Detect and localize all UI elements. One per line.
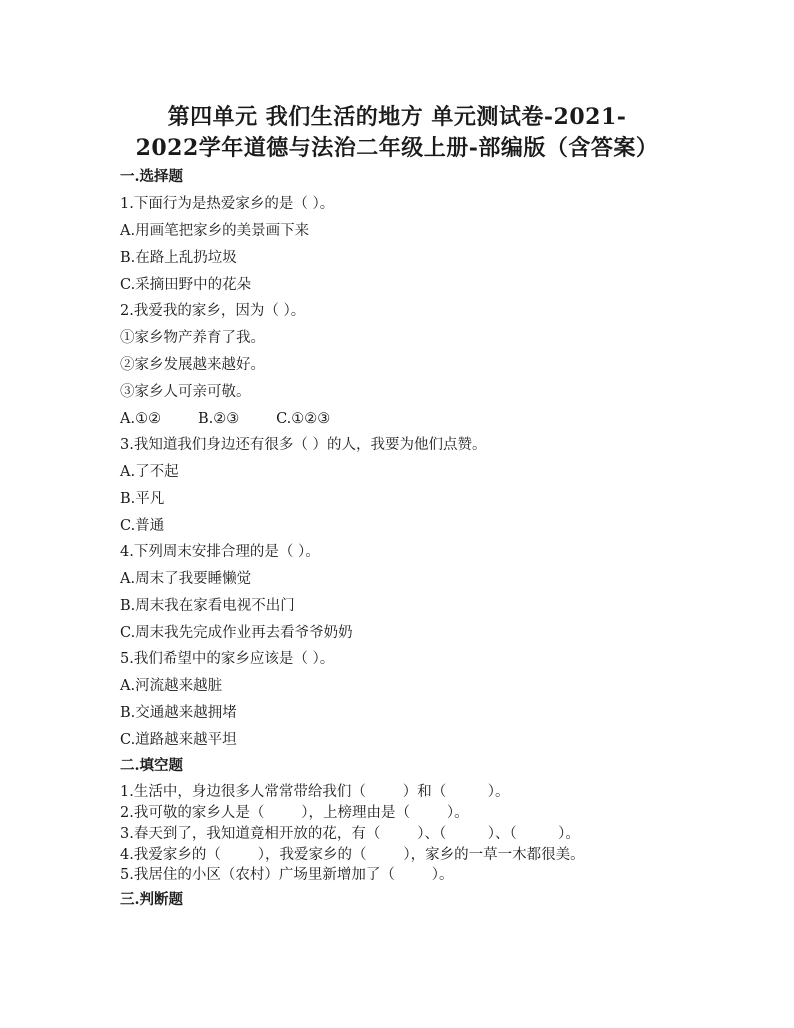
question-stem: 4.下列周末安排合理的是（ ）。 (120, 544, 320, 560)
answer-option: C.道路越来越平坦 (120, 732, 237, 748)
document-title-line-1: 第四单元 我们生活的地方 单元测试卷-2021- (167, 104, 627, 130)
fill-in-item: 1.生活中，身边很多人常常带给我们（ ）和（ ）。 (120, 784, 510, 800)
answer-option: B.在路上乱扔垃圾 (120, 250, 237, 266)
answer-option: B.交通越来越拥堵 (120, 705, 237, 721)
answer-options-inline: A.①② B.②③ C.①②③ (120, 411, 331, 427)
question-stem: 5.我们希望中的家乡应该是（ ）。 (120, 651, 335, 667)
question-statement: ③家乡人可亲可敬。 (120, 384, 251, 400)
answer-option: A.用画笔把家乡的美景画下来 (120, 223, 310, 239)
answer-option: A.了不起 (120, 464, 179, 480)
section-heading-choice: 一.选择题 (120, 168, 184, 185)
answer-option: A.河流越来越脏 (120, 678, 223, 694)
answer-option: B.平凡 (120, 491, 165, 507)
answer-option: B.周末我在家看电视不出门 (120, 598, 295, 614)
question-stem: 1.下面行为是热爱家乡的是（ ）。 (120, 196, 335, 212)
fill-in-item: 5.我居住的小区（农村）广场里新增加了（ ）。 (120, 867, 454, 883)
section-heading-true-false: 三.判断题 (120, 891, 184, 908)
section-heading-fill-in: 二.填空题 (120, 757, 184, 774)
fill-in-item: 2.我可敬的家乡人是（ ），上榜理由是（ ）。 (120, 805, 469, 821)
question-statement: ②家乡发展越来越好。 (120, 357, 265, 373)
answer-option: C.采摘田野中的花朵 (120, 277, 252, 293)
fill-in-item: 4.我爱家乡的（ ），我爱家乡的（ ），家乡的一草一木都很美。 (120, 847, 585, 863)
document-title-line-2: 2022学年道德与法治二年级上册-部编版（含答案） (135, 135, 659, 161)
answer-option: C.普通 (120, 518, 165, 534)
question-statement: ①家乡物产养育了我。 (120, 330, 265, 346)
question-stem: 3.我知道我们身边还有很多（ ）的人，我要为他们点赞。 (120, 437, 487, 453)
question-stem: 2.我爱我的家乡，因为（ ）。 (120, 303, 306, 319)
answer-option: C.周末我先完成作业再去看爷爷奶奶 (120, 625, 353, 641)
fill-in-item: 3.春天到了，我知道竟相开放的花，有（ ）、（ ）、（ ）。 (120, 826, 580, 842)
answer-option: A.周末了我要睡懒觉 (120, 571, 252, 587)
